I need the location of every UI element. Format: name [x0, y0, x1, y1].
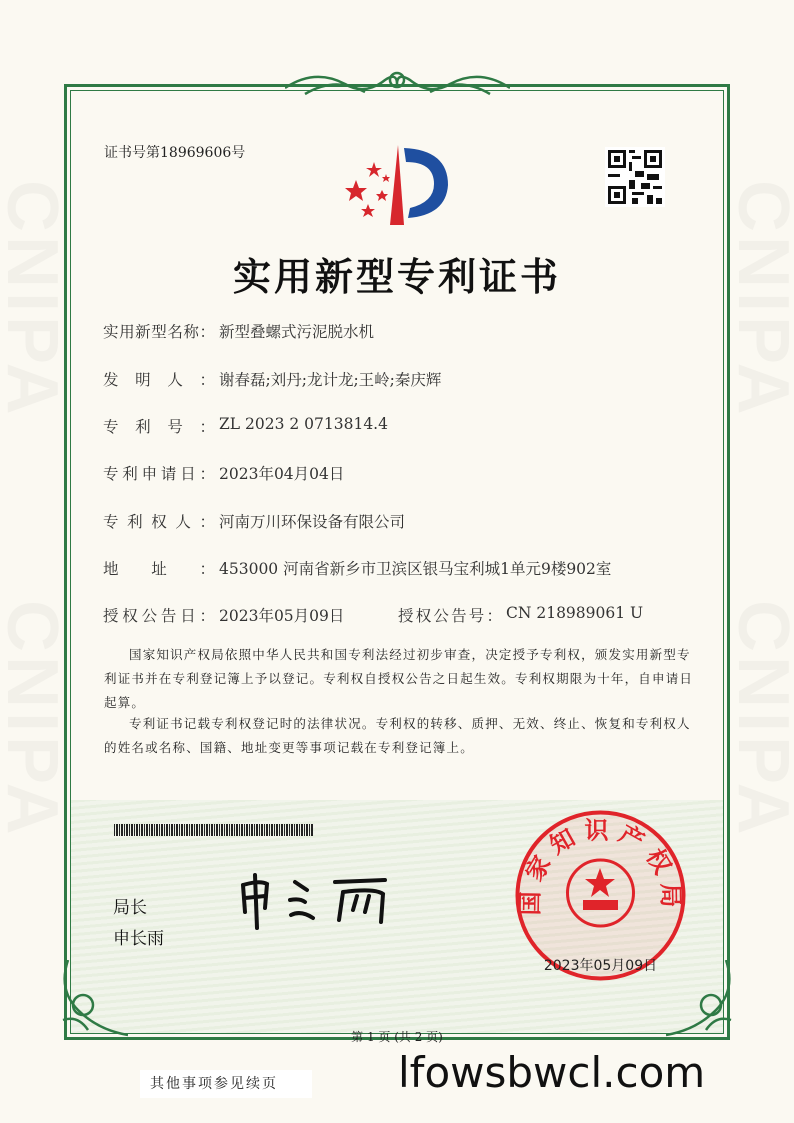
field-patentee: [103, 510, 405, 532]
field-inventors: [103, 368, 441, 390]
field-label: 专利权人：: [103, 513, 215, 531]
barcode: [114, 824, 314, 836]
field-name: [103, 320, 374, 342]
field-label: 专利号：: [103, 418, 215, 436]
seal-date: 2023年05月09日: [543, 958, 658, 974]
field-value: 2023年04月04日: [219, 465, 345, 483]
cnipa-logo-icon: [338, 140, 458, 228]
field-label: 实用新型名称：: [103, 323, 215, 341]
director-title: 局长: [113, 898, 147, 918]
field-value: 453000 河南省新乡市卫滨区银马宝利城1单元9楼902室: [219, 560, 612, 578]
director-name: 申长雨: [113, 929, 164, 949]
field-label: 授权公告号：: [398, 607, 502, 625]
field-address: [103, 557, 611, 579]
watermark: [733, 600, 793, 839]
field-label: 发明人：: [103, 371, 215, 389]
statement-paragraph: 专利证书记载专利权登记时的法律状况。专利权的转移、质押、无效、终止、恢复和专利权人的姓名或名称、国籍、地址变更等事项记载在专利登记簿上。: [104, 716, 691, 755]
field-value: CN 218989061 U: [506, 604, 644, 622]
signature: [235, 870, 410, 930]
statement-paragraph: 国家知识产权局依照中华人民共和国专利法经过初步审查，决定授予专利权，颁发实用新型专利证书并在专利登记簿上予以登记。专利权自授权公告之日起生效。专利权期限为十年，自申请日起算。: [104, 647, 694, 710]
certificate-number: 证书号第18969606号: [104, 145, 246, 161]
field-label: 授权公告日：: [103, 607, 215, 625]
page-indicator: 第 1 页 (共 2 页): [351, 1030, 443, 1044]
field-label: 地址：: [103, 560, 215, 578]
top-ornament-icon: [285, 66, 510, 106]
field-value: 新型叠螺式污泥脱水机: [219, 323, 375, 341]
seal-text: 国家知识产权局: [516, 816, 685, 916]
field-value: 河南万川环保设备有限公司: [219, 513, 406, 531]
watermark: [2, 600, 62, 839]
page-title: 实用新型专利证书: [232, 255, 561, 299]
field-value: ZL 2023 2 0713814.4: [219, 415, 388, 433]
qr-code-icon: [605, 147, 665, 207]
field-patent-number: [103, 415, 388, 437]
site-watermark-text: lfowsbwcl.com: [398, 1048, 706, 1097]
official-seal: [513, 808, 688, 983]
field-value: 2023年05月09日: [219, 607, 345, 625]
field-grant-date: [103, 604, 344, 626]
field-application-date: [103, 462, 344, 484]
field-label: 专利申请日：: [103, 465, 215, 483]
field-value: 谢春磊;刘丹;龙计龙;王岭;秦庆辉: [219, 371, 442, 389]
other-items-note: 其他事项参见续页: [140, 1070, 312, 1098]
field-publication-number: [398, 604, 643, 626]
